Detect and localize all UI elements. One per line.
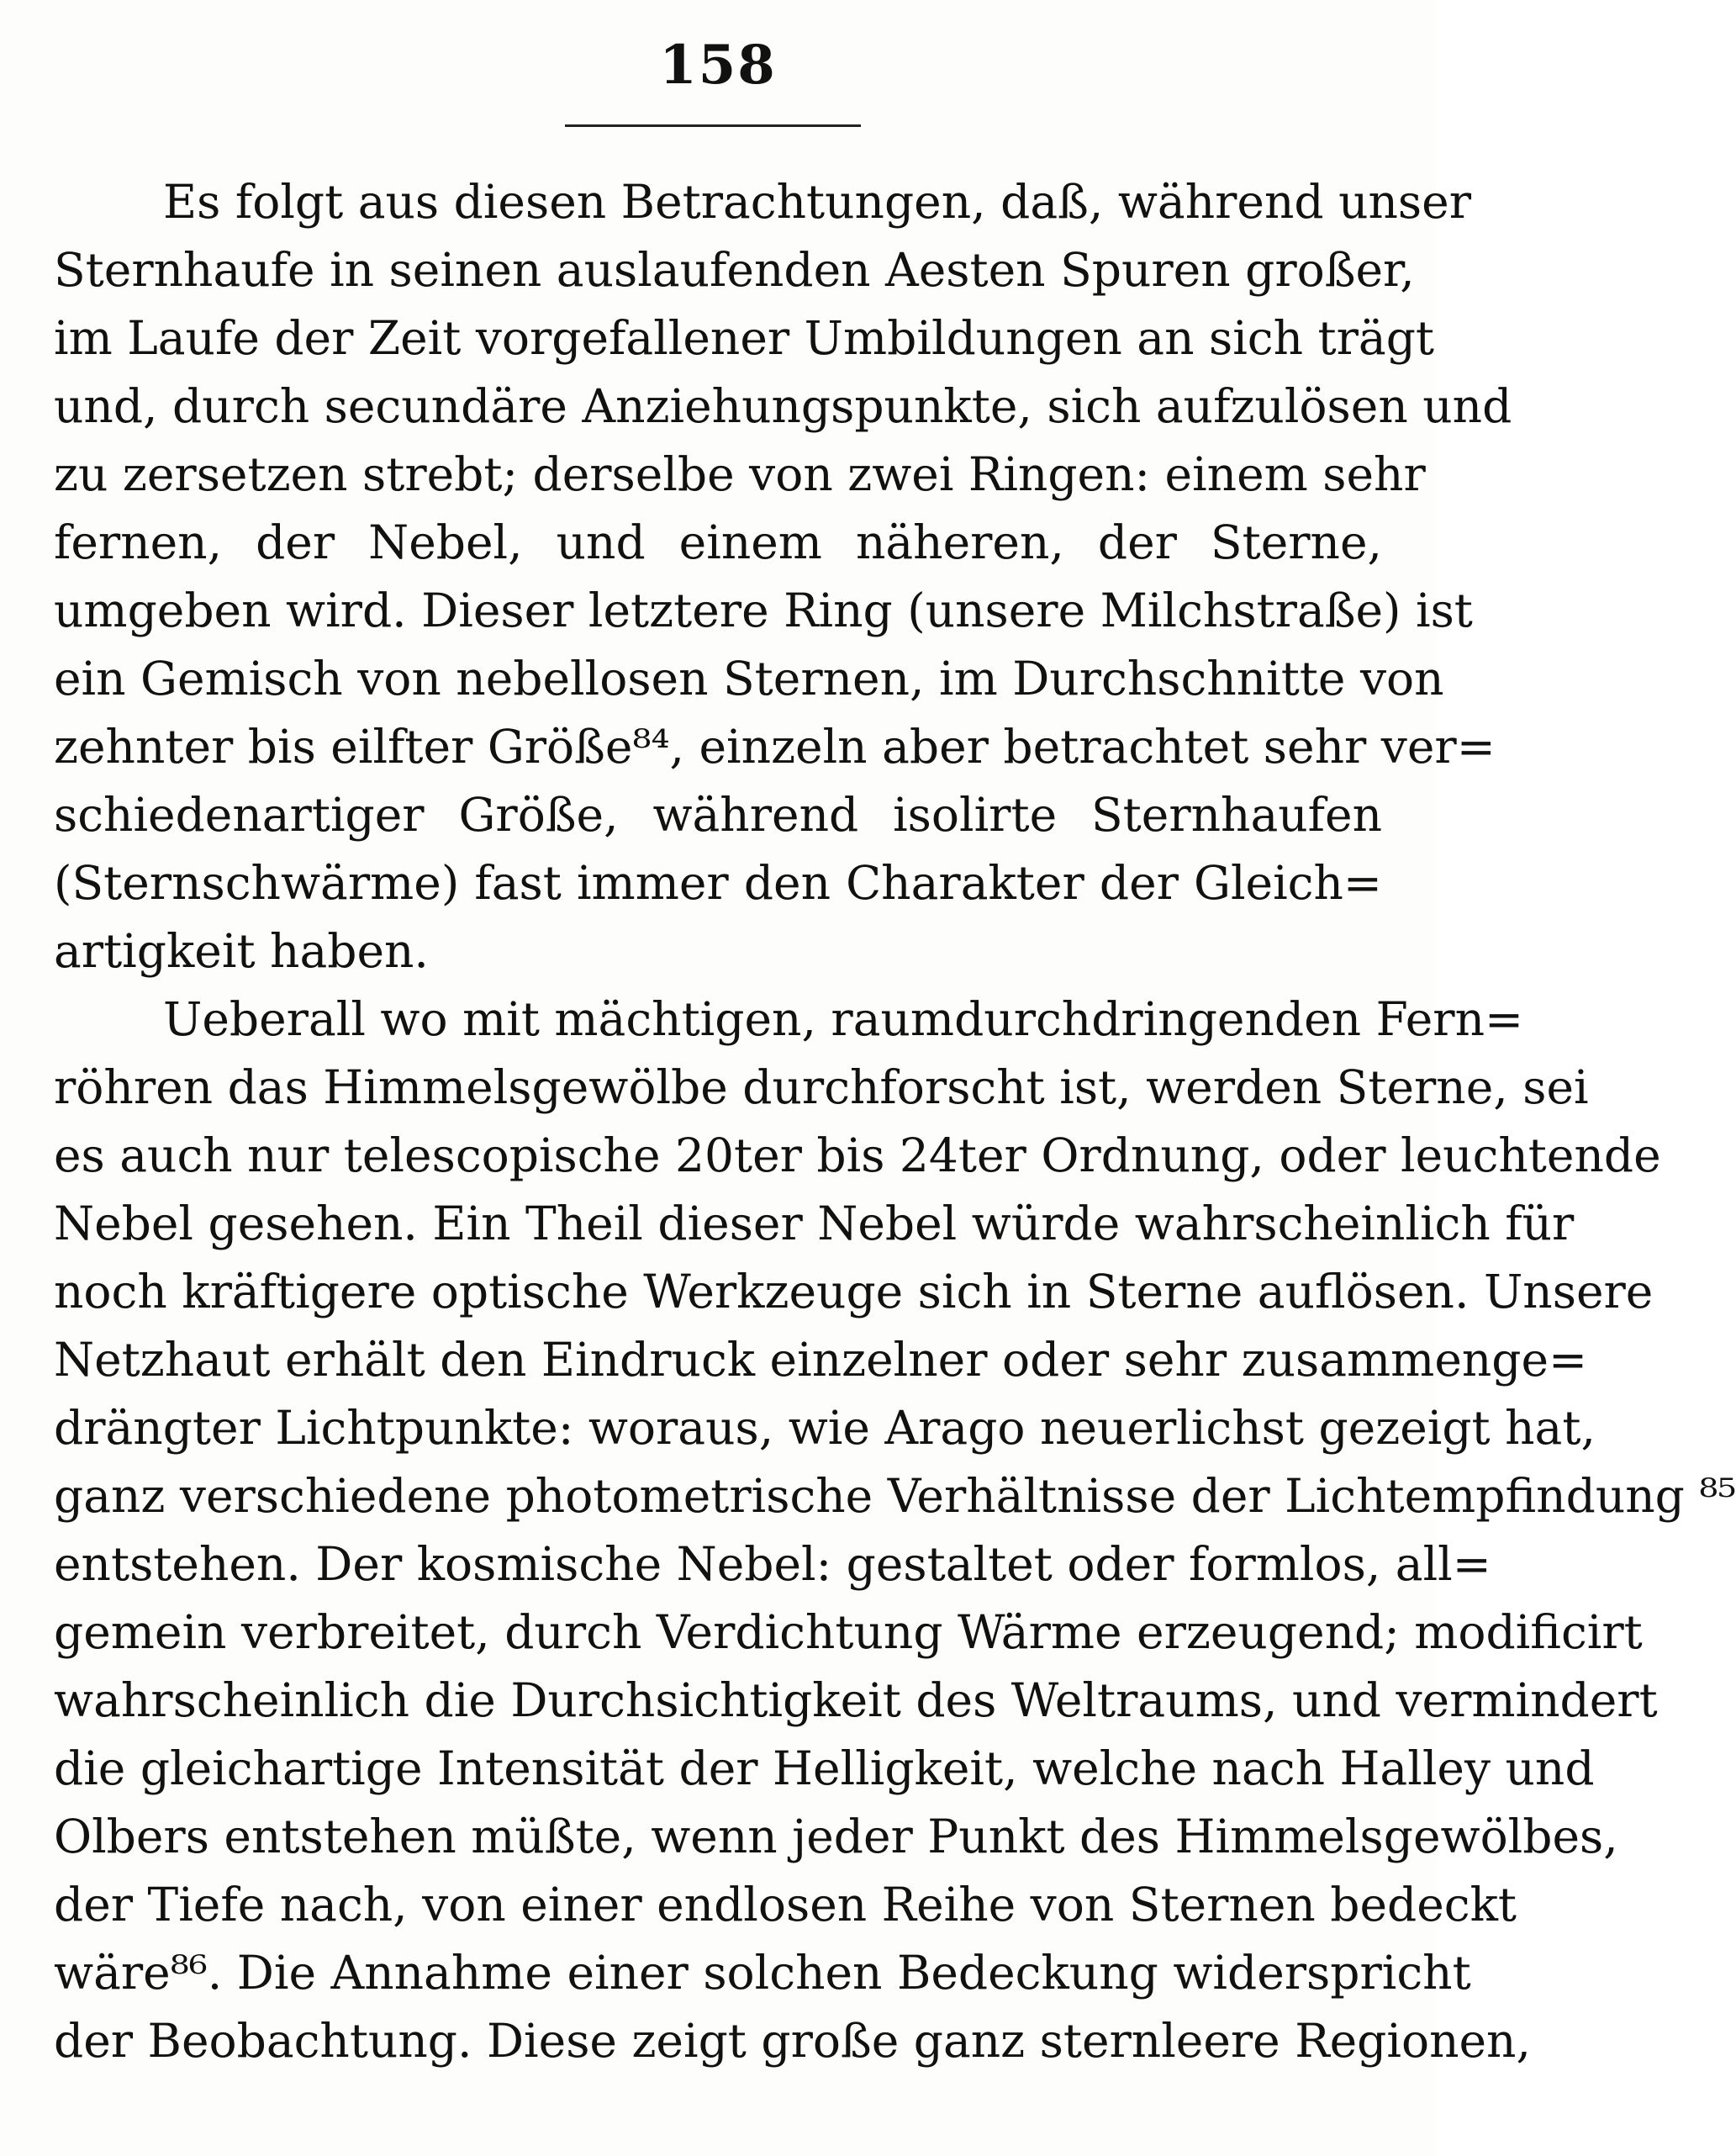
text-line: fernen, der Nebel, und einem näheren, der Sterne, [54,515,1382,569]
text-line: gemein verbreitet, durch Verdichtung Wärme erzeugend; modificirt [54,1605,1643,1659]
text-line: der Beobachtung. Diese zeigt große ganz sternleere Regionen, [54,2014,1531,2068]
text-line: Netzhaut erhält den Eindruck einzelner oder sehr zusammenge= [54,1333,1588,1387]
text-line: Olbers entstehen müßte, wenn jeder Punkt des Himmelsgewölbes, [54,1810,1618,1863]
text-line: röhren das Himmelsgewölbe durchforscht ist, werden Sterne, sei [54,1060,1589,1114]
text-line: und, durch secundäre Anziehungspunkte, sich aufzulösen und [54,379,1512,433]
text-line: Ueberall wo mit mächtigen, raumdurchdringenden Fern= [163,992,1524,1046]
text-line: zu zersetzen strebt; derselbe von zwei Ringen: einem sehr [54,447,1426,501]
text-line: es auch nur telescopische 20ter bis 24ter Ordnung, oder leuchtende [54,1128,1661,1182]
text-line: drängter Lichtpunkte: woraus, wie Arago neuerlichst gezeigt hat, [54,1401,1596,1455]
text-line: Es folgt aus diesen Betrachtungen, daß, während unser [163,175,1471,229]
text-line: schiedenartiger Größe, während isolirte Sternhaufen [54,788,1382,842]
text-line: ein Gemisch von nebellosen Sternen, im Durchschnitte von [54,652,1444,705]
text-line: wahrscheinlich die Durchsichtigkeit des Weltraums, und vermindert [54,1673,1658,1727]
text-line: Nebel gesehen. Ein Theil dieser Nebel würde wahrscheinlich für [54,1197,1575,1250]
text-line: entstehen. Der kosmische Nebel: gestaltet oder formlos, all= [54,1537,1491,1591]
text-line: Sternhaufe in seinen auslaufenden Aesten Spuren großer, [54,243,1415,297]
text-line: noch kräftigere optische Werkzeuge sich in Sterne auflösen. Unsere [54,1265,1654,1318]
text-line: im Laufe der Zeit vorgefallener Umbildungen an sich trägt [54,311,1434,365]
body-text [54,168,1736,2075]
text-line: (Sternschwärme) fast immer den Charakter der Gleich= [54,856,1382,910]
page-number: 158 [659,34,777,97]
text-line: wäre⁸⁶. Die Annahme einer solchen Bedeckung widerspricht [54,1946,1471,2000]
text-line: artigkeit haben. [54,924,429,978]
text-line: der Tiefe nach, von einer endlosen Reihe von Sternen bedeckt [54,1878,1517,1931]
text-line: umgeben wird. Dieser letztere Ring (unsere Milchstraße) ist [54,584,1473,637]
text-line: zehnter bis eilfter Größe⁸⁴, einzeln aber betrachtet sehr ver= [54,720,1496,774]
text-line: ganz verschiedene photometrische Verhältnisse der Lichtempfindung ⁸⁵ [54,1469,1736,1523]
text-line: die gleichartige Intensität der Helligkeit, welche nach Halley und [54,1741,1595,1795]
header-rule [565,124,861,127]
